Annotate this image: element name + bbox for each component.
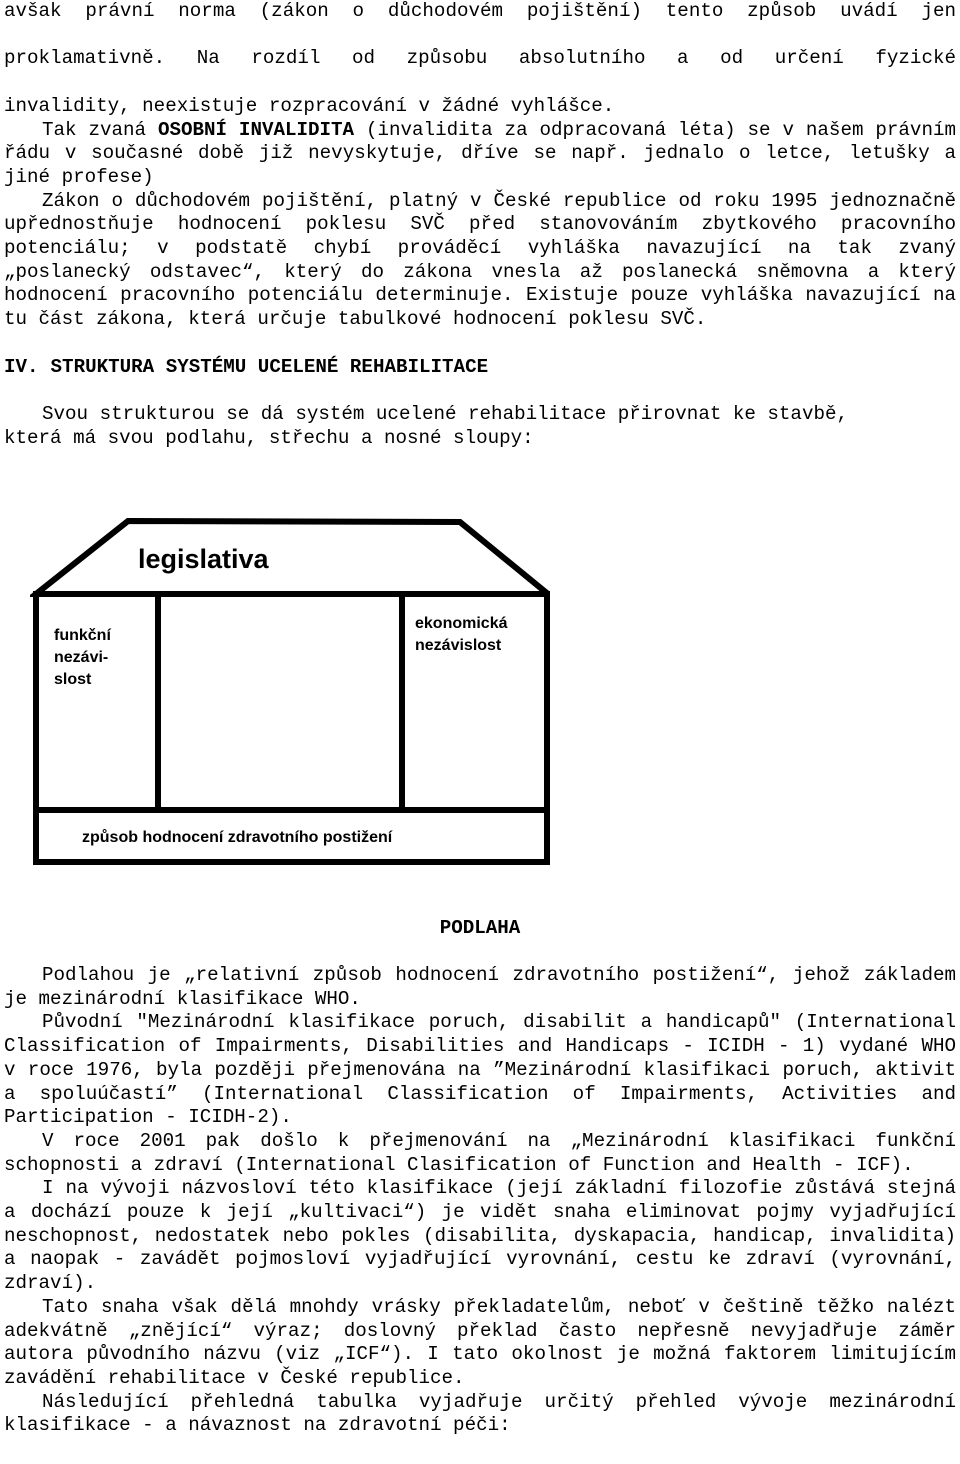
roof-shape xyxy=(36,521,548,594)
intro-line: Svou strukturou se dá systém ucelené rehabilitace přirovnat ke stavbě, xyxy=(42,403,849,425)
section-intro xyxy=(4,403,956,450)
intro-line: která má svou podlahu, střechu a nosné sloupy: xyxy=(4,426,534,449)
top-text xyxy=(4,0,956,332)
text-run: (invalidita za odpracovaná léta) se v našem právním řádu v současné době již nevyskytuje, dříve se např. jednalo o letce, letušky a jiné profese) xyxy=(4,118,956,188)
paragraph: Původní "Mezinárodní klasifikace poruch, disabilit a handicapů" (International Classification of Impairments, Disabilities and Handicaps - ICIDH - 1) vydané WHO v roce 1976, byla později přejmenována na ”Mezinárodní klasifikaci poruch, aktivit a spoluúčastí” (International Classification of Impairments, Activities and Participation - ICIDH-2). xyxy=(4,1011,956,1129)
floor-label: způsob hodnocení zdravotního postižení xyxy=(82,829,393,846)
paragraph-zakon: Zákon o důchodovém pojištění, platný v České republice od roku 1995 jednoznačně upřednostňuje hodnocení poklesu SVČ před stanovováním zbytkového pracovního potenciálu; v podstatě chybí prováděcí vyhláška navazující na tak zvaný „poslanecký odstavec“, který do zákona vnesla až poslanecká sněmovna a který hodnocení pracovního potenciálu determinuje. Existuje pouze vyhláška navazující na tu část zákona, která určuje tabulkové hodnocení poklesu SVČ. xyxy=(4,189,956,331)
bold-term: OSOBNÍ INVALIDITA xyxy=(157,118,355,141)
right-pillar-label xyxy=(415,615,512,654)
house-diagram xyxy=(30,518,550,870)
right-pillar-line-1: ekonomická xyxy=(415,615,508,632)
left-pillar-line-1: funkční xyxy=(54,627,111,644)
roof-label: legislativa xyxy=(138,544,269,574)
paragraph-osobni-invalidita xyxy=(4,119,956,190)
text-line: invalidity, neexistuje rozpracování v žádné vyhlášce. xyxy=(4,94,615,117)
paragraph: I na vývoji názvosloví této klasifikace (její základní filozofie zůstává stejná a dochází pouze k její „kultivaci“) je vidět snaha eliminovat pojmy vyjadřující neschopnost, nedostatek nebo pokles (disabilita, dyskapacia, handicap, invalidita) a naopak - zavádět pojmosloví vyjadřující vyrovnání, cestu ke zdraví (vyrovnání, zdraví). xyxy=(4,1177,956,1295)
left-pillar-line-2: nezávi- xyxy=(54,649,109,666)
body-text xyxy=(4,964,956,1438)
section-number: IV. xyxy=(4,356,39,378)
right-pillar-line-2: nezávislost xyxy=(415,637,502,654)
left-pillar-label xyxy=(54,627,115,688)
section-heading xyxy=(4,356,488,378)
text-line: avšak právní norma (zákon o důchodovém pojištění) tento způsob uvádí jen xyxy=(4,0,956,22)
text-run: Tak zvaná xyxy=(42,118,158,141)
section-title: STRUKTURA SYSTÉMU UCELENÉ REHABILITACE xyxy=(50,356,489,378)
paragraph: V roce 2001 pak došlo k přejmenování na „Mezinárodní klasifikaci funkční schopnosti a zdraví (International Clasification of Function and Health - ICF). xyxy=(4,1129,956,1176)
diagram-caption: PODLAHA xyxy=(439,917,521,939)
text-line: proklamativně. Na rozdíl od způsobu absolutního a od určení fyzické xyxy=(4,47,956,70)
paragraph: Tato snaha však dělá mnohdy vrásky překladatelům, neboť v češtině těžko nalézt adekvátně „znějící“ výraz; doslovný překlad často nepřesně nevyjadřuje záměr autora původního názvu (viz „ICF“). I tato okolnost je možná faktorem limitujícím zavádění rehabilitace v České republice. xyxy=(4,1295,956,1389)
paragraph: Následující přehledná tabulka vyjadřuje určitý přehled vývoje mezinárodní klasifikace - a návaznost na zdravotní péči: xyxy=(4,1390,956,1437)
left-pillar-line-3: slost xyxy=(54,671,92,688)
paragraph: Podlahou je „relativní způsob hodnocení zdravotního postižení“, jehož základem je mezinárodní klasifikace WHO. xyxy=(4,964,956,1010)
